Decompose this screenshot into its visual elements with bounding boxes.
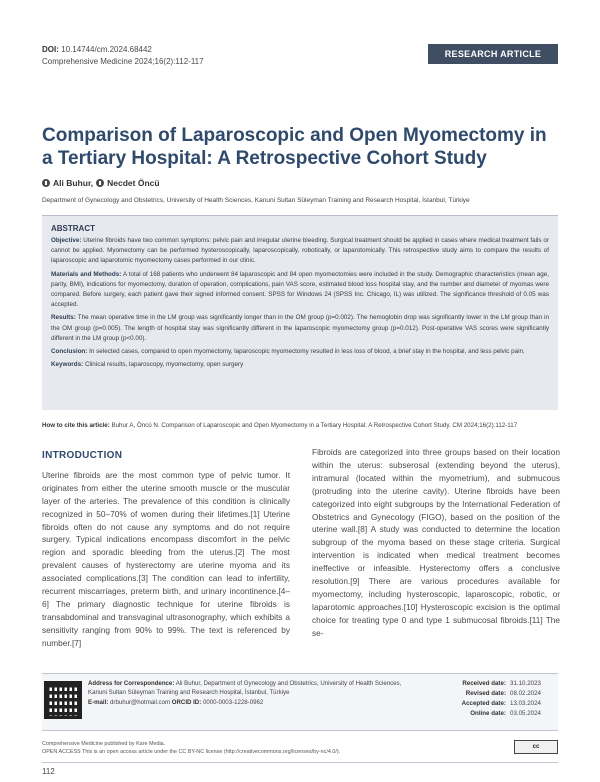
affiliation: Department of Gynecology and Obstetrics, University of Health Sciences, Kanuni Sultan Süleyman Training and Research Hospital, İstanbul, Türkiye bbox=[42, 197, 470, 204]
footer-divider bbox=[42, 762, 558, 763]
orcid-icon[interactable] bbox=[42, 179, 50, 187]
doi-line bbox=[42, 44, 204, 56]
doi-label: DOI: bbox=[42, 45, 59, 54]
qr-code-icon bbox=[44, 681, 82, 719]
section-label: Keywords: bbox=[51, 361, 84, 369]
body-column-left bbox=[42, 450, 290, 650]
date-value: 13.03.2024 bbox=[510, 700, 541, 707]
correspondence-label: Address for Correspondence: bbox=[88, 680, 175, 687]
article-dates bbox=[414, 679, 554, 719]
orcid-label: ORCID ID: bbox=[171, 698, 202, 706]
article-title: Comparison of Laparoscopic and Open Myomectomy in a Tertiary Hospital: A Retrospective Cohort Study bbox=[42, 125, 547, 169]
author-list bbox=[42, 178, 160, 188]
orcid-link[interactable]: 0000-0003-1228-0962 bbox=[202, 698, 264, 706]
citation-text: Buhur A, Öncü N. Comparison of Laparoscopic and Open Myomectomy in a Tertiary Hospital: A Retrospective Cohort Study. CM 2024;16(2):112-117 bbox=[111, 422, 518, 429]
author-name: Ali Buhur, bbox=[53, 178, 94, 188]
section-label: Materials and Methods: bbox=[51, 270, 122, 278]
page-number: 112 bbox=[42, 767, 55, 776]
date-row bbox=[414, 699, 554, 709]
contact-line bbox=[88, 698, 418, 707]
abstract-methods bbox=[51, 270, 549, 311]
section-text: Uterine fibroids have two common symptoms: pelvic pain and irregular uterine bleeding. Surgical treatment should be applied in cases where medical treatment fails or cannot be applied. Myomectomy can be performed hysteroscopically, laparoscopically, robotically, or laparotomically. This retrospective study aims to compare the results of laparoscopic and laparotomic myomectomy cases performed in our clinic. bbox=[51, 237, 550, 265]
cc-license-icon[interactable] bbox=[514, 740, 558, 754]
date-label: Received date: bbox=[462, 680, 506, 687]
citation-label: How to cite this article: bbox=[42, 422, 110, 429]
section-label: Conclusion: bbox=[51, 348, 88, 356]
cc-label: cc bbox=[532, 744, 540, 750]
section-text: A total of 168 patients who underwent 84 laparoscopic and 84 open myomectomies were included in the study. Demographic characteristics (mean age, parity, BMI), indications for myomectomy, duration of operation, complications, pain VAS score, estimated blood loss hospital stay, and the number and diameter of myomas were compared. Before surgery, each patient gave their signed informed consent. SPSS for Windows 24 (SPSS Inc. Chicago, IL) was utilized. The significance threshold of 0.05 was accepted. bbox=[51, 270, 550, 309]
publisher-line: Comprehensive Medicine published by Kare Media. bbox=[42, 741, 166, 747]
correspondence-details bbox=[88, 679, 418, 707]
orcid-icon[interactable] bbox=[96, 179, 104, 187]
email-label: E-mail: bbox=[88, 698, 109, 706]
date-row bbox=[414, 679, 554, 689]
abstract-heading: ABSTRACT bbox=[51, 224, 95, 233]
article-meta bbox=[42, 44, 204, 68]
journal-line: Comprehensive Medicine 2024;16(2):112-117 bbox=[42, 57, 204, 66]
article-type-badge: RESEARCH ARTICLE bbox=[428, 44, 558, 64]
date-label: Online date: bbox=[470, 710, 506, 717]
body-paragraph: Fibroids are categorized into three groups based on their location within the uterus: subserosal (extending beyond the uterus), intramural (located within the myometrium), and submucous (protruding into the uterine cavity). Uterine fibroids have been categorized into eight subgroups by the International Federation of Obstetrics and Gynecology (FIGO), based on the position of the uterine wall.[8] A study was conducted to determine the location subgroup of the myoma based on these stage criteria. Surgical intervention is indicated when medical treatment becomes ineffective or infeasible. Hysterectomy offers a conclusive resolution.[9] There are various procedures available for myomectomy, including hysteroscopic, laparoscopic, robotic, or laparotomic approaches.[10] Hysteroscopic excision is the optimal choice for treating type 0 and type 1 submucosal fibroids.[11] The se- bbox=[312, 447, 560, 638]
author-name: Necdet Öncü bbox=[107, 178, 160, 188]
section-label: Results: bbox=[51, 314, 76, 322]
body-column-right bbox=[312, 446, 560, 640]
abstract-results bbox=[51, 313, 549, 344]
section-text: The mean operative time in the LM group was significantly longer than in the OM group (p=0.002). The hemoglobin drop was significantly lower in the LM group than in the OM group (p=0.005). The length of hospital stay was significantly different in the laparoscopic myomectomy group (p=0.012). Post-operative VAS scores were significantly different in the LM group (p<0.00). bbox=[51, 314, 549, 342]
date-row bbox=[414, 709, 554, 719]
citation-line bbox=[42, 421, 558, 430]
body-paragraph: Uterine fibroids are the most common type of pelvic tumor. It originates from either the uterine smooth muscle or the muscular layer of the arteries. The prevalence of this condition is clinically recognized in 50–70% of women during their lifetimes.[1] Uterine fibroids often do not cause any symptoms and do not require surgery. Typical indications encompass discomfort in the pelvic region and sporadic bleeding from the uterus.[2] The most prevalent causes of hysterectomy are uterine myoma and its associated complications.[3] The condition can lead to infertility, recurrent miscarriages, preterm birth, and urinary incontinence.[4–6] The primary diagnostic technique for uterine fibroids is transabdominal and transvaginal ultrasonography, which exhibits a sensitivity ranging from 90% to 99%. The text is referenced by number.[7] bbox=[42, 469, 290, 648]
date-value: 31.10.2023 bbox=[510, 680, 541, 687]
email-link[interactable]: drbuhur@hotmail.com bbox=[110, 698, 171, 706]
date-value: 08.02.2024 bbox=[510, 690, 541, 697]
doi-link[interactable]: 10.14744/cm.2024.68442 bbox=[61, 45, 152, 54]
correspondence-text: Ali Buhur, Department of Gynecology and Obstetrics, University of Health Sciences, Kanuni Sultan Süleyman Training and Research Hospital, İstanbul, Türkiye bbox=[88, 680, 402, 697]
abstract-objective bbox=[51, 236, 549, 267]
license-line[interactable]: OPEN ACCESS This is an open access article under the CC BY-NC license (http://creativecommons.org/licenses/by-nc/4.0/). bbox=[42, 749, 341, 755]
correspondence-address bbox=[88, 679, 418, 698]
abstract-conclusion bbox=[51, 347, 549, 357]
section-text: In selected cases, compared to open myomectomy, laparoscopic myomectomy resulted in less loss of blood, a brief stay in the hospital, and less pelvic pain. bbox=[89, 348, 525, 356]
date-value: 03.05.2024 bbox=[510, 710, 541, 717]
section-heading-introduction: INTRODUCTION bbox=[42, 450, 123, 461]
abstract-keywords bbox=[51, 360, 549, 370]
date-label: Revised date: bbox=[465, 690, 506, 697]
date-row bbox=[414, 689, 554, 699]
page-footer bbox=[42, 740, 558, 756]
date-label: Accepted date: bbox=[461, 700, 506, 707]
section-label: Objective: bbox=[51, 237, 82, 244]
abstract-box bbox=[42, 215, 558, 410]
correspondence-box bbox=[42, 673, 558, 731]
section-text: Clinical results, laparoscopy, myomectomy, open surgery bbox=[84, 361, 244, 369]
